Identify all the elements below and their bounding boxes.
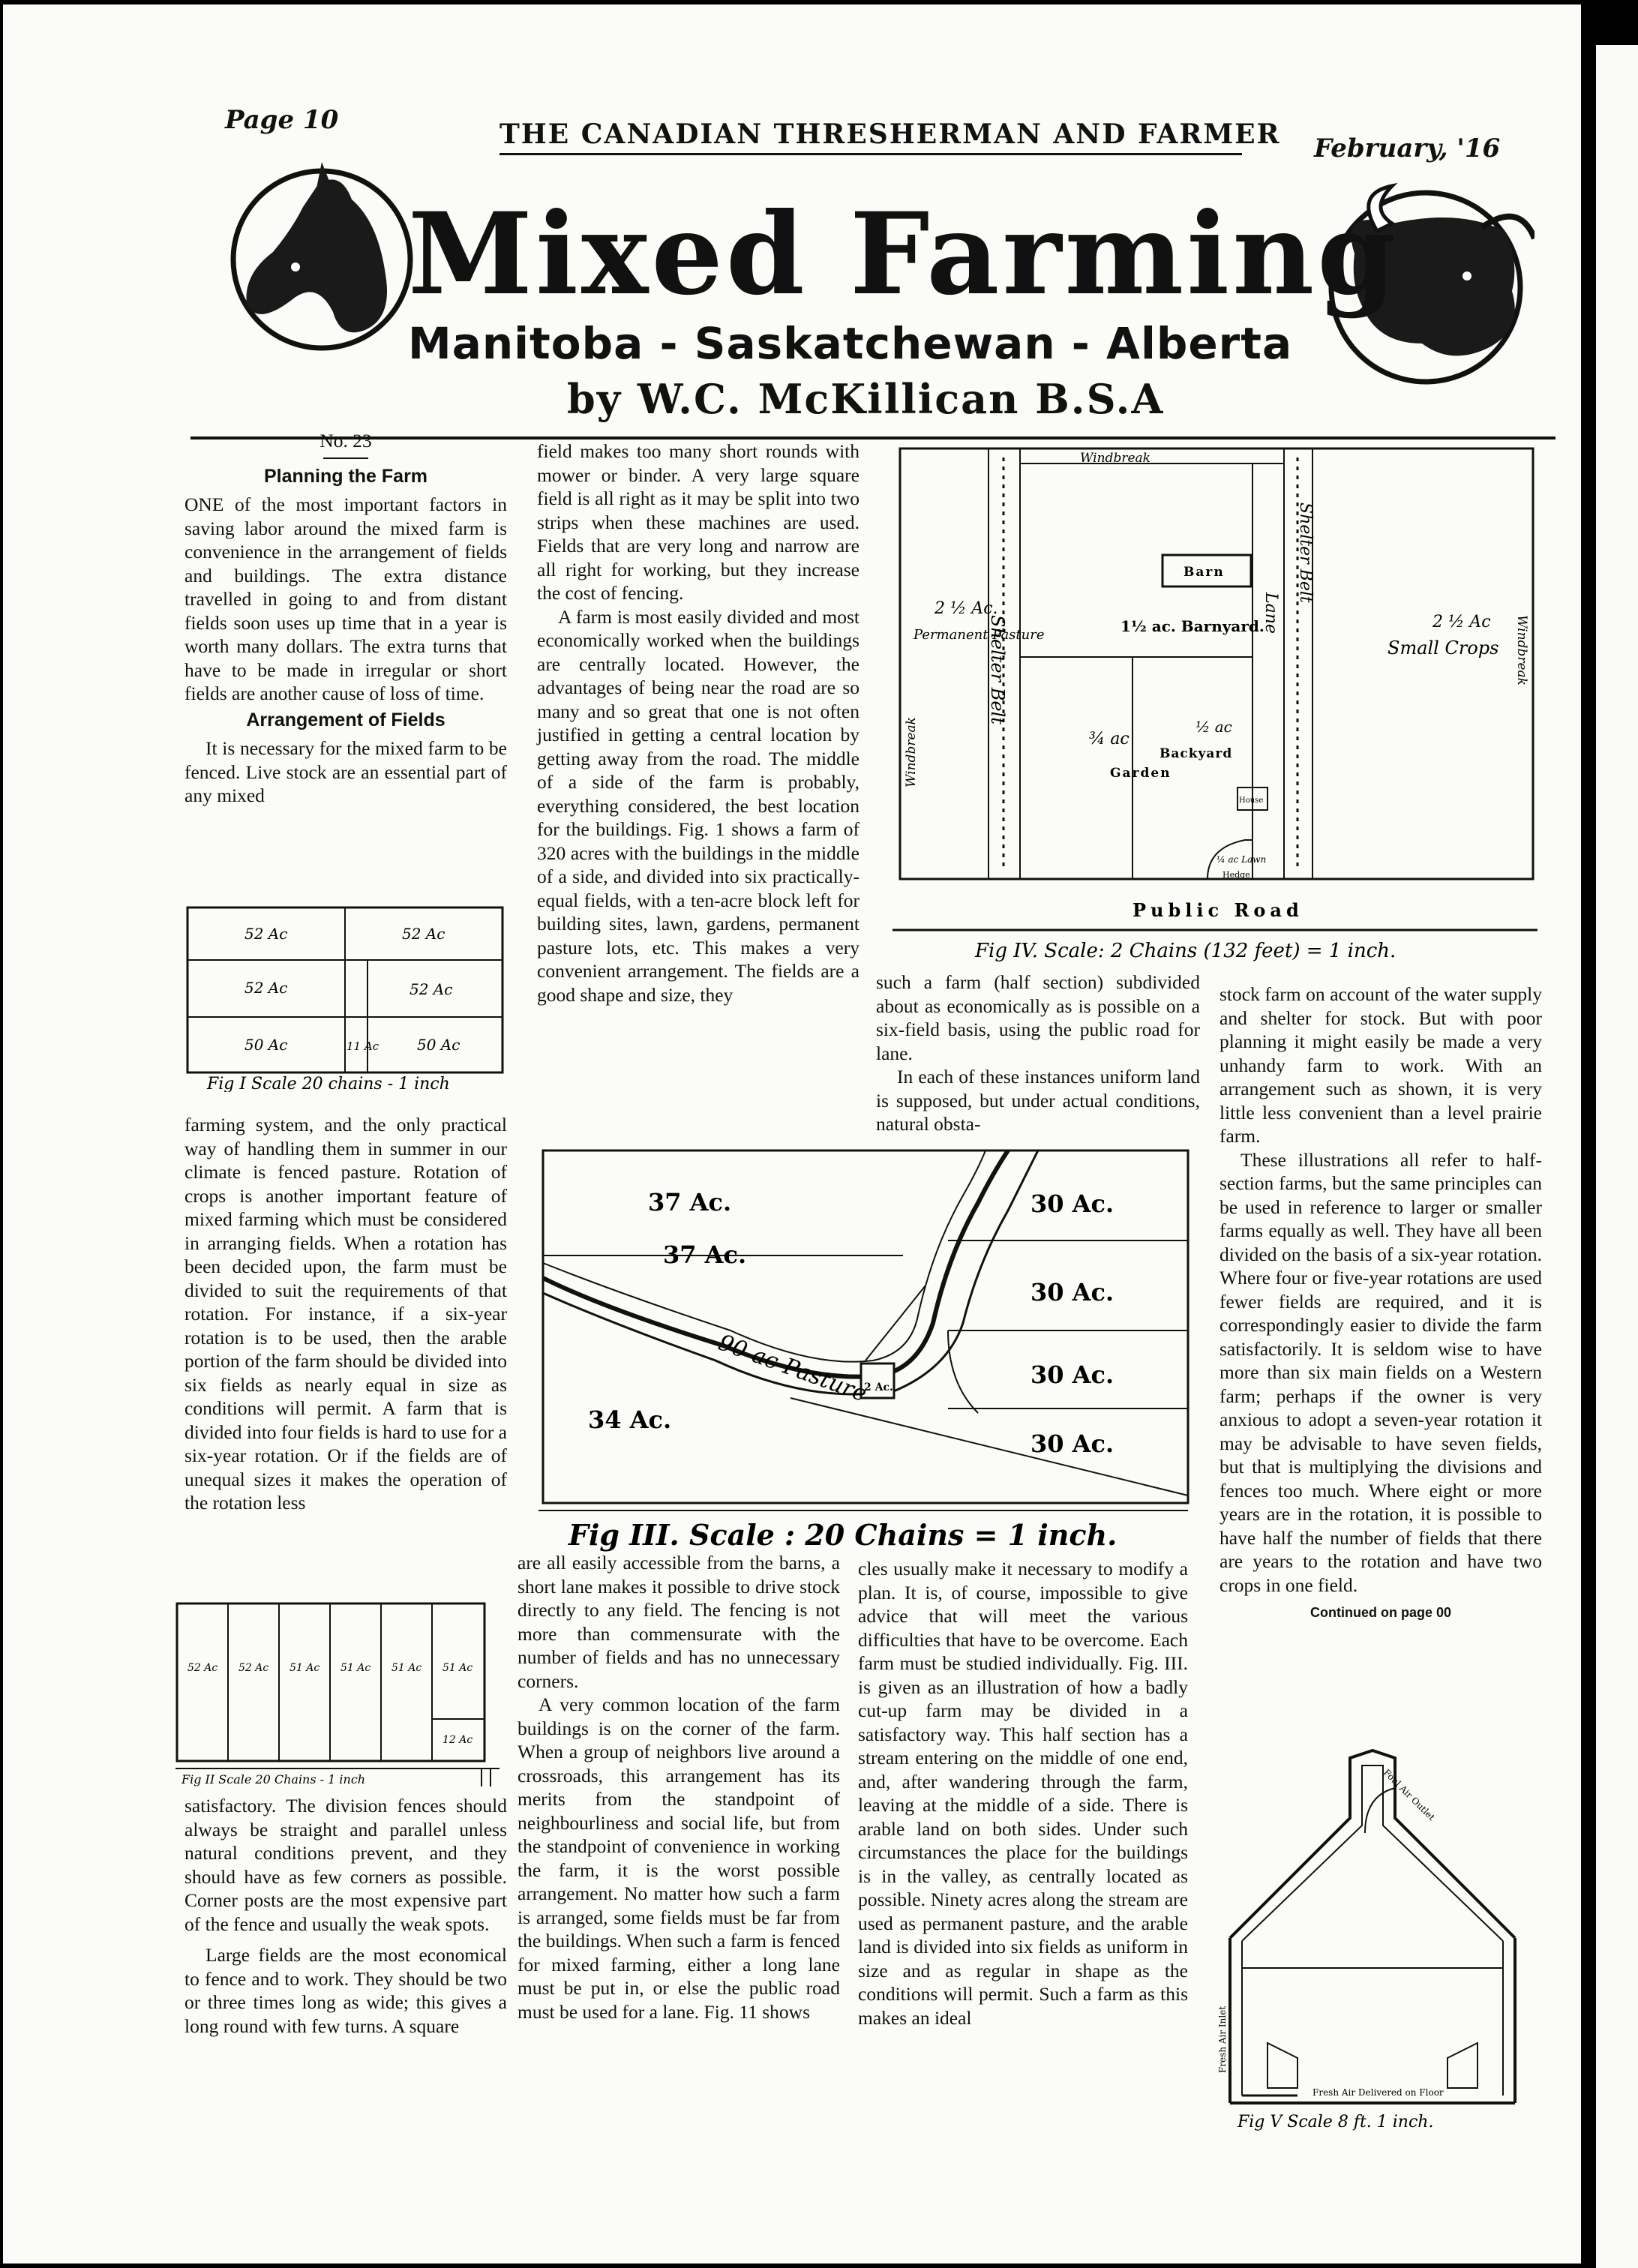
paragraph: In each of these instances uniform land is supposed, but under actual conditions, natural obsta- [876,1066,1200,1135]
column-2b [518,1551,840,2024]
paragraph: cles usually make it necessary to modify a plan. It is, of course, impossible to give advice that will meet the various difficulties that have to be overcome. Each farm must be studied individually. Fig. III. is given as an illustration of how a badly cut-up farm may be divided in a satisfactory way. This half section has a stream entering on the middle of one end, and, after wandering through the farm, leaving at the middle of a side. There is arable land on both sides. Under such circumstances the place for the buildings is in the valley, as centrally located as possible. Ninety acres along the stream are used as permanent pasture, and the arable land is divided into six fields as uniform in size and as regular in shape as the conditions will permit. Such a farm as this makes an ideal [858,1558,1188,2029]
fig4-label: 2 ½ Ac. [934,599,998,618]
paragraph: such a farm (half section) subdivided about as economically as is possible on a six-field basis, using the public road for lane. [876,971,1200,1064]
fig3-caption: Fig III. Scale : 20 Chains = 1 inch. [568,1518,1118,1552]
paragraph: These illustrations all refer to half-section farms, but the same principles can be used in reference to larger or smaller farms equally as well. They have all been divided on the basis of a six-year rotation. Where four or five-year rotations are used fewer fields are required, and it is correspondingly easier to divide the farm satisfactorily. It is seldom wise to have more than six main fields on a Western farm; perhaps if the owner is very anxious to adopt a seven-year rotation it may be advisable to have seven fields, but that is multiplying the divisions and fences too much. Where eight or more years are in the rotation, it is possible to have half the number of fields that there are years to the rotation and have two crops in one field. [1220,1148,1542,1596]
fig4-label: ¼ ac Lawn [1216,854,1267,865]
fig4-label: Hedge [1222,870,1250,880]
page-label: Page 10 [225,105,339,135]
figure-2 [170,1599,507,1786]
fig1-field: 50 Ac [244,1036,288,1054]
fig4-label: ¾ ac [1089,730,1130,748]
fig4-label: Lane [1262,592,1280,634]
fig2-field: 52 Ac [238,1662,269,1674]
article-title: Mixed Farming [408,188,1400,320]
figure-3 [528,1143,1203,1552]
number-rule [323,458,368,459]
fig3-pasture: 90 ac Pasture [715,1329,871,1408]
fig2-field: 51 Ac [392,1662,422,1674]
magazine-page [3,4,1581,2264]
heading-planning: Planning the Farm [263,465,428,487]
fig4-label: Backyard [1160,746,1233,761]
figure-4 [892,442,1552,975]
fig4-label: 1½ ac. Barnyard. [1120,617,1264,635]
fig3-field: 30 Ac. [1030,1190,1114,1218]
column-4 [1220,982,1542,1625]
fig5-label: Fresh Air Inlet [1217,2006,1228,2073]
column-3 [876,970,1200,1136]
fig2-field: 52 Ac [188,1662,218,1674]
fig1-field: 52 Ac [244,925,288,943]
fig4-label: Permanent Pasture [914,627,1045,643]
column-1c [184,1794,507,2038]
fig2-field: 12 Ac [442,1734,473,1746]
fig1-field: 52 Ac [244,979,288,997]
fig4-caption: Fig IV. Scale: 2 Chains (132 feet) = 1 inch. [975,940,1396,962]
issue-number: No. 23 [320,430,372,452]
next-page-edge [1596,45,1638,2268]
paragraph: Large fields are the most economical to fence and to work. They should be two or three times long as wide; this gives a long round with few turns. A square [184,1944,507,2037]
fig3-field: 30 Ac. [1030,1278,1114,1306]
fig4-label: Windbreak [1080,451,1150,466]
column-2 [537,440,860,1006]
column-3b [858,1557,1188,2030]
fig3-field: 37 Ac. [648,1188,732,1216]
fig4-label: Windbreak [904,717,919,788]
column-1b [184,1113,507,1515]
fig1-field: 52 Ac [410,980,453,998]
paragraph: farming system, and the only practical way of handling them in summer in our climate is fenced pasture. Rotation of crops is another important feature of mixed farming which must be considered in arranging fields. When a rotation has been decided upon, the farm must be divided to suit the requirements of that rotation. For instance, if a six-year rotation is to be used, then the arable portion of the farm should be divided into six fields as nearly equal in size as conditions will permit. A farm that is divided into four fields is hard to use for a six-year rotation. Or if the fields are of unequal sizes it makes the operation of the rotation less [184,1114,507,1514]
fig4-label: House [1239,796,1264,805]
fig4-label: 2 ½ Ac [1432,613,1491,632]
masthead-rule [500,153,1242,155]
fig4-label: ½ ac [1196,718,1232,736]
paragraph: field makes too many short rounds with mower or binder. A very large square field is all right as it may be split into two strips when these machines are used. Fields that are very long and narrow are all right for working, but they increase the cost of fencing. [537,440,860,604]
fig2-field: 51 Ac [340,1662,371,1674]
continued-note: Continued on page 00 [1310,1605,1451,1620]
fig1-field: 11 Ac [346,1040,380,1053]
article-subtitle: Manitoba - Saskatchewan - Alberta [408,318,1293,369]
fig5-label: Fresh Air Delivered on Floor [1312,2087,1444,2098]
column-1 [184,429,507,808]
paragraph: are all easily accessible from the barns, a short lane makes it possible to drive stock directly to any field. The fencing is not more than commensurate with the number of fields and has no unnecessary corners. [518,1552,840,1692]
fig4-label: Barn [1184,565,1225,580]
fig3-field: 30 Ac. [1030,1360,1114,1389]
masthead: THE CANADIAN THRESHERMAN AND FARMER [500,118,1281,150]
fig3-field: 30 Ac. [1030,1430,1114,1458]
paragraph: It is necessary for the mixed farm to be fenced. Live stock are an essential part of any mixed [184,737,507,806]
paragraph: ONE of the most important factors in saving labor around the mixed farm is convenience in the arrangement of fields and buildings. The extra distance travelled in going to and from distant fields soon uses up time that in a year is worth many dollars. The extra turns that have to be made in irregular or short fields are another cause of loss of time. [184,494,507,704]
fig4-label: Small Crops [1388,638,1499,658]
fig2-field: 51 Ac [290,1662,320,1674]
fig4-label: Shelter Belt [1296,502,1315,603]
fig3-field: 34 Ac. [588,1406,672,1434]
fig3-field: 37 Ac. [663,1240,747,1269]
fig3-yard: 2 Ac. [864,1382,893,1394]
fig2-caption: Fig II Scale 20 Chains - 1 inch [182,1772,366,1786]
figure-1 [184,904,507,1092]
paragraph: satisfactory. The division fences should always be straight and parallel unless natural conditions prevent, and they should have as few corners as possible. Corner posts are the most expensive part of the fence and usually the weak spots. [184,1795,507,1935]
fig2-field: 51 Ac [442,1662,473,1674]
fig4-label: Public Road [1132,899,1304,921]
fig4-label: Garden [1110,766,1172,781]
fig1-field: 50 Ac [417,1036,460,1054]
fig4-label: Shelter Belt [987,615,1008,724]
fig4-label: Windbreak [1514,615,1529,686]
fig5-caption: Fig V Scale 8 ft. 1 inch. [1238,2113,1434,2132]
fig1-field: 52 Ac [402,925,446,943]
paragraph: stock farm on account of the water supply and shelter for stock. But with poor planning it might easily be made a very unhandy farm to work. With an arrangement such as shown, it is very little less convenient than a level prairie farm. [1220,983,1542,1147]
fig1-caption: Fig I Scale 20 chains - 1 inch [207,1075,450,1092]
heading-arrangement: Arrangement of Fields [246,709,446,730]
byline: by W.C. McKillican B.S.A [567,375,1165,423]
fig5-label: Foul Air Outlet [1381,1767,1437,1823]
paragraph: A very common location of the farm buildings is on the corner of the farm. When a group of neighbors live around a crossroads, this arrangement has its merits from the standpoint of neighbourliness and social life, but from the standpoint of convenience in working the farm, it is the worst possible arrangement. No matter how such a farm is arranged, some fields must be far from the buildings. When such a farm is fenced for mixed farming, either a long lane must be put in, or else the public road must be used for a lane. Fig. 11 shows [518,1694,840,2023]
paragraph: A farm is most easily divided and most economically worked when the buildings are centrally located. However, the advantages of being near the road are so many and so great that one is not often justified in getting a central location by getting away from the road. The middle of a side of the farm is probably, everything considered, the best location for the buildings. Fig. 1 shows a farm of 320 acres with the buildings in the middle of a side, and divided into six practically-equal fields, with a ten-acre block left for building sites, lawn, gardens, permanent pasture lots, etc. This makes a very convenient arrangement. The fields are a good shape and size, they [537,605,860,1006]
horse-medallion [228,154,423,357]
issue-date: February, '16 [1314,134,1501,164]
figure-5 [1215,1743,1530,2140]
